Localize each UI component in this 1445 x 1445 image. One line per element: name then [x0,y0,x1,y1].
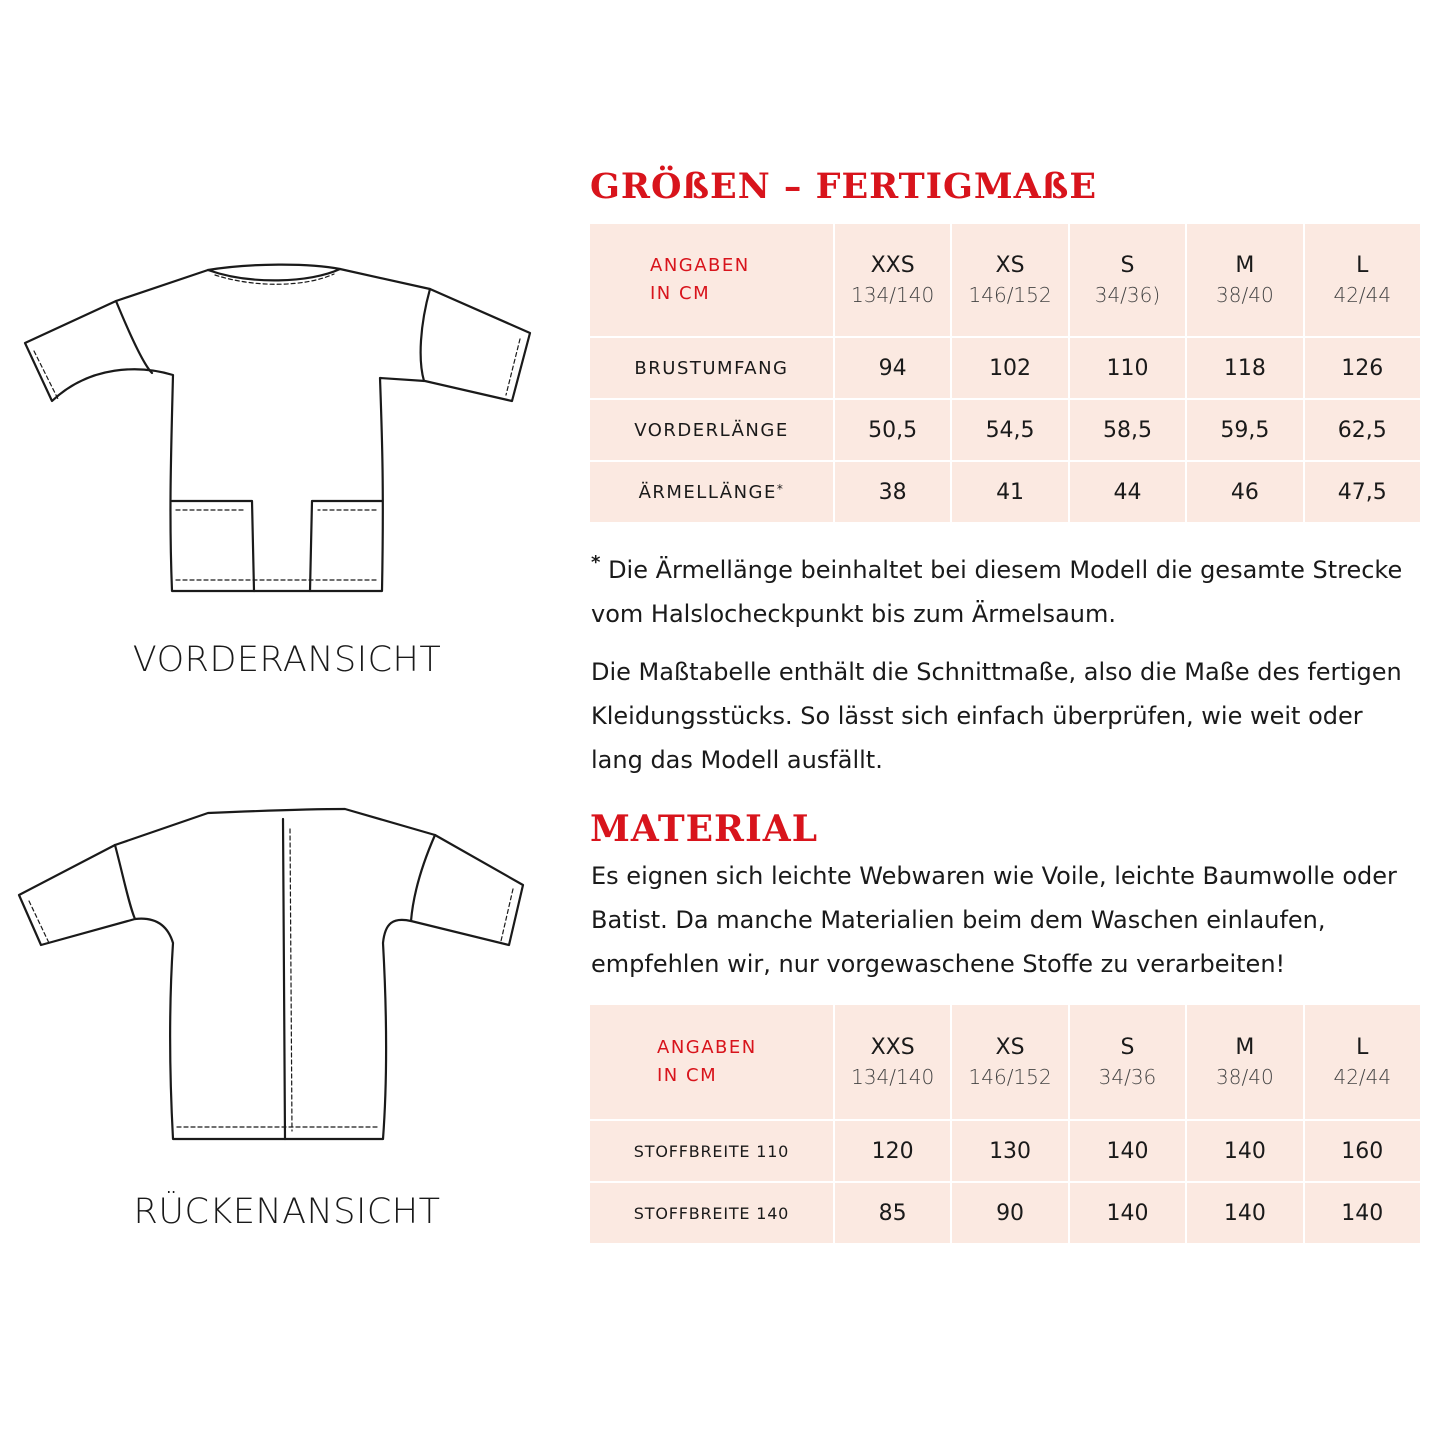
size-range: 134/140 [851,1065,935,1089]
size-range: 134/140 [851,283,935,307]
size-range: 38/40 [1216,283,1274,307]
size-header [1305,224,1420,336]
size-range: 34/36) [1094,283,1161,307]
corner-line1: ANGABEN [650,255,750,276]
corner-line1: ANGABEN [657,1037,757,1058]
size-header [835,224,950,336]
table-row [590,400,1420,460]
table-cell: 140 [1305,1183,1420,1243]
size-header [1187,224,1302,336]
size-name: M [1235,1035,1255,1060]
table-cell: 126 [1305,338,1420,398]
table-cell: 120 [835,1121,950,1181]
size-range: 42/44 [1333,283,1392,307]
size-header [835,1005,950,1119]
footnote-marker: * [776,481,785,496]
size-header [1070,1005,1185,1119]
fabric-table [588,1003,1422,1245]
measure-note: Die Maßtabelle enthält die Schnittmaße, also die Maße des fertigen Kleidungsstücks. So lässt sich einfach überprüfen, wie weit oder lang das Modell ausfällt. [591,658,1402,774]
table-cell: 102 [952,338,1067,398]
size-name: XXS [870,253,915,278]
material-text: Es eignen sich leichte Webwaren wie Voile, leichte Baumwolle oder Batist. Da manche Materialien beim dem Waschen einlaufen, empfehlen wir, nur vorgewaschene Stoffe zu verarbeiten! [591,862,1397,978]
row-label: STOFFBREITE 140 [590,1183,833,1243]
table-cell: 58,5 [1070,400,1185,460]
table-cell: 140 [1187,1183,1302,1243]
size-name: M [1235,253,1255,278]
table-cell: 118 [1187,338,1302,398]
size-range: 146/152 [968,283,1052,307]
table-row [590,462,1420,522]
row-label: VORDERLÄNGE [590,400,833,460]
table-cell: 94 [835,338,950,398]
corner-line2: IN CM [657,1065,718,1086]
size-range: 42/44 [1333,1065,1392,1089]
size-name: S [1120,253,1135,278]
table-cell: 85 [835,1183,950,1243]
size-name: L [1356,1035,1369,1060]
sizes-table [588,222,1422,524]
footnote-text [591,548,1421,636]
table-cell: 90 [952,1183,1067,1243]
size-header [1305,1005,1420,1119]
table-corner [590,224,833,336]
table-cell: 38 [835,462,950,522]
size-header [952,1005,1067,1119]
table-cell: 62,5 [1305,400,1420,460]
table-cell: 140 [1187,1121,1302,1181]
size-range: 34/36 [1098,1065,1157,1089]
table-row [590,1183,1420,1243]
table-cell: 54,5 [952,400,1067,460]
table-cell: 41 [952,462,1067,522]
size-range: 38/40 [1216,1065,1274,1089]
table-cell: 140 [1070,1121,1185,1181]
size-name: XS [995,253,1025,278]
back-view-sketch [15,805,530,1150]
row-label: BRUSTUMFANG [590,338,833,398]
size-name: XS [995,1035,1025,1060]
front-view-label: VORDERANSICHT [132,640,442,680]
table-cell: 50,5 [835,400,950,460]
back-view-label: RÜCKENANSICHT [133,1192,441,1232]
footnote-mark: * [591,552,601,573]
size-header [952,224,1067,336]
corner-line2: IN CM [650,283,711,304]
size-header [1070,224,1185,336]
row-label: STOFFBREITE 110 [590,1121,833,1181]
table-cell: 140 [1070,1183,1185,1243]
table-cell: 130 [952,1121,1067,1181]
row-label: ÄRMELLÄNGE [638,481,777,503]
size-header [1187,1005,1302,1119]
footnote-body: Die Ärmellänge beinhaltet bei diesem Modell die gesamte Strecke vom Halslocheckpunkt bis zum Ärmelsaum. [591,556,1403,628]
material-heading: MATERIAL [590,808,819,850]
table-cell: 47,5 [1305,462,1420,522]
size-name: L [1356,253,1369,278]
table-cell: 160 [1305,1121,1420,1181]
table-cell: 44 [1070,462,1185,522]
size-name: S [1120,1035,1135,1060]
size-name: XXS [870,1035,915,1060]
table-corner [590,1005,833,1119]
table-row [590,338,1420,398]
row-label-cell [590,462,833,522]
table-cell: 110 [1070,338,1185,398]
size-range: 146/152 [968,1065,1052,1089]
table-cell: 59,5 [1187,400,1302,460]
table-row [590,1121,1420,1181]
front-view-sketch [20,255,535,600]
sizes-heading: GRÖßEN – FERTIGMAßE [590,166,1098,207]
table-cell: 46 [1187,462,1302,522]
